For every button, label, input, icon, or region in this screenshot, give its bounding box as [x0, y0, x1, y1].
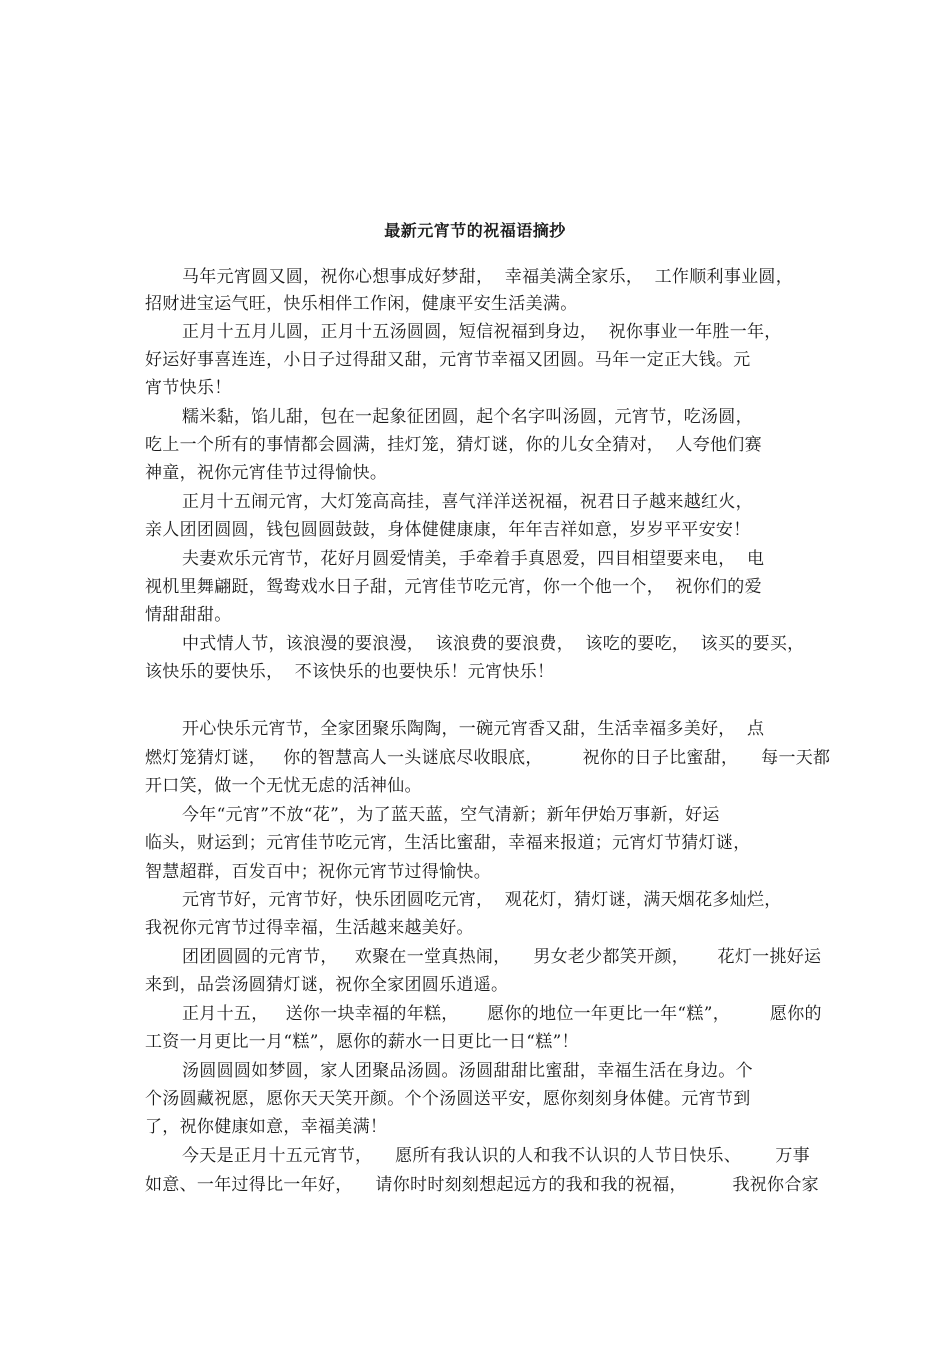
paragraph-line: 正月十五月儿圆，正月十五汤圆圆，短信祝福到身边， 祝你事业一年胜一年， [182, 322, 782, 342]
paragraph-line: 视机里舞翩跹，鸳鸯戏水日子甜，元宵佳节吃元宵，你一个他一个， 祝你们的爱 [145, 577, 762, 597]
paragraph-line: 正月十五闹元宵，大灯笼高高挂，喜气洋洋送祝福，祝君日子越来越红火， [182, 492, 753, 512]
paragraph-line: 来到，品尝汤圆猜灯谜，祝你全家团圆乐逍遥。 [145, 975, 509, 995]
paragraph-line: 我祝你元宵节过得幸福，生活越来越美好。 [145, 918, 474, 938]
paragraph-line: 临头，财运到；元宵佳节吃元宵，生活比蜜甜，幸福来报道；元宵灯节猜灯谜， [145, 833, 751, 853]
paragraph-line: 该快乐的要快乐， 不该快乐的也要快乐！元宵快乐！ [145, 662, 555, 682]
paragraph-line: 工资一月更比一月“糕”，愿你的薪水一日更比一日“糕”！ [145, 1032, 579, 1052]
paragraph-line: 宵节快乐！ [145, 378, 232, 398]
paragraph-line: 正月十五， 送你一块幸福的年糕， 愿你的地位一年更比一年“糕”， 愿你的 [182, 1004, 822, 1024]
paragraph-line: 了，祝你健康如意，幸福美满！ [145, 1117, 388, 1137]
paragraph-line: 燃灯笼猜灯谜， 你的智慧高人一头谜底尽收眼底， 祝你的日子比蜜甜， 每一天都 [145, 748, 831, 768]
paragraph-line: 吃上一个所有的事情都会圆满，挂灯笼，猜灯谜，你的儿女全猜对， 人夸他们赛 [145, 435, 762, 455]
paragraph-line: 糯米黏，馅儿甜，包在一起象征团圆，起个名字叫汤圆，元宵节，吃汤圆， [182, 407, 753, 427]
paragraph-line: 今天是正月十五元宵节， 愿所有我认识的人和我不认识的人节日快乐、 万事 [182, 1146, 810, 1166]
paragraph-line: 情甜甜甜。 [145, 605, 232, 625]
paragraph-line: 中式情人节，该浪漫的要浪漫， 该浪费的要浪费， 该吃的要吃， 该买的要买， [182, 634, 805, 654]
paragraph-line: 开心快乐元宵节，全家团聚乐陶陶，一碗元宵香又甜，生活幸福多美好， 点 [182, 719, 765, 739]
paragraph-line: 亲人团团圆圆，钱包圆圆鼓鼓，身体健健康康，年年吉祥如意，岁岁平平安安！ [145, 520, 751, 540]
paragraph-line: 如意、一年过得比一年好， 请你时时刻刻想起远方的我和我的祝福， 我祝你合家 [145, 1175, 819, 1195]
paragraph-line: 神童，祝你元宵佳节过得愉快。 [145, 463, 388, 483]
document-title: 最新元宵节的祝福语摘抄 [384, 221, 566, 240]
paragraph-line: 元宵节好，元宵节好，快乐团圆吃元宵， 观花灯，猜灯谜，满天烟花多灿烂， [182, 890, 782, 910]
paragraph-line: 汤圆圆圆如梦圆，家人团聚品汤圆。汤圆甜甜比蜜甜，幸福生活在身边。个 [182, 1061, 753, 1081]
paragraph-line: 好运好事喜连连，小日子过得甜又甜，元宵节幸福又团圆。马年一定正大钱。元 [145, 350, 751, 370]
paragraph-line: 开口笑，做一个无忧无虑的活神仙。 [145, 776, 422, 796]
paragraph-line: 智慧超群，百发百中；祝你元宵节过得愉快。 [145, 862, 491, 882]
paragraph-line: 今年“元宵”不放“花”，为了蓝天蓝，空气清新；新年伊始万事新，好运 [182, 805, 720, 825]
paragraph-line: 马年元宵圆又圆，祝你心想事成好梦甜， 幸福美满全家乐， 工作顺利事业圆， [182, 267, 794, 287]
paragraph-line: 夫妻欢乐元宵节，花好月圆爱情美，手牵着手真恩爱，四目相望要来电， 电 [182, 549, 765, 569]
paragraph-line: 招财进宝运气旺，快乐相伴工作闲，健康平安生活美满。 [145, 294, 578, 314]
paragraph-line: 个汤圆藏祝愿，愿你天天笑开颜。个个汤圆送平安，愿你刻刻身体健。元宵节到 [145, 1089, 751, 1109]
paragraph-line: 团团圆圆的元宵节， 欢聚在一堂真热闹， 男女老少都笑开颜， 花灯一挑好运 [182, 947, 822, 967]
